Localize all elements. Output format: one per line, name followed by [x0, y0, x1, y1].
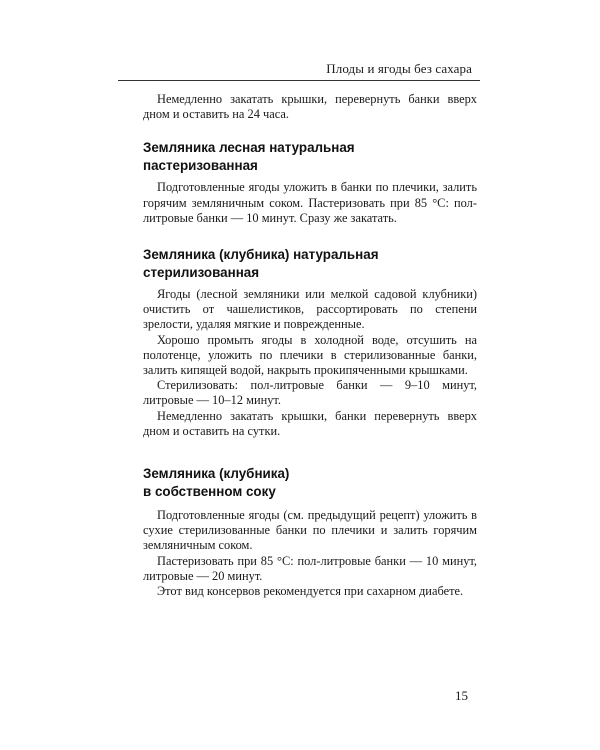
section-paragraph: Этот вид консервов рекомендуется при сахарном диабете.: [157, 584, 464, 599]
section-paragraph: Пастеризовать при 85 °С: пол-литровые банки — 10 минут, литровые — 20 минут.: [143, 553, 477, 583]
section-heading-line: в собственном соку: [143, 483, 276, 499]
section-paragraph: Хорошо промыть ягоды в холодной воде, отсушить на полотенце, уложить по плечики в стерилизованные банки, залить кипящей водой, накрыть прокипяченными крышками.: [143, 332, 477, 378]
section-heading-line: Земляника (клубника) натуральная: [143, 247, 379, 263]
intro-paragraph: Немедленно закатать крышки, перевернуть банки вверх дном и оставить на 24 часа.: [143, 92, 477, 122]
section-paragraph: Стерилизовать: пол-литровые банки — 9–10 минут, литровые — 10–12 минут.: [143, 378, 477, 408]
section-heading-line: стерилизованная: [143, 264, 260, 280]
section-paragraph: Подготовленные ягоды уложить в банки по плечики, залить горячим земляничным соком. Пастеризовать при 85 °С: пол-литровые банки — 10 минут. Сразу же закатать.: [143, 180, 477, 225]
page-content: [143, 92, 477, 599]
recipe-section-strawberry-sterilized: [143, 246, 477, 439]
section-heading: [143, 246, 477, 281]
section-paragraph: Немедленно закатать крышки, банки перевернуть вверх дном и оставить на сутки.: [143, 408, 477, 438]
page-number: 15: [455, 688, 468, 703]
section-paragraph: Подготовленные ягоды (см. предыдущий рецепт) уложить в сухие стерилизованные банки по плечики и залить горячим земляничным соком.: [143, 508, 477, 553]
running-head: Плоды и ягоды без сахара: [326, 61, 472, 76]
recipe-section-wild-strawberry-pasteurized: [143, 139, 477, 226]
header-rule: [118, 80, 480, 81]
section-heading-line: Земляника лесная натуральная: [143, 140, 355, 156]
recipe-section-strawberry-own-juice: [143, 465, 477, 599]
section-paragraph: Ягоды (лесной земляники или мелкой садовой клубники) очистить от чашелистиков, рассортировать по степени зрелости, удаляя мягкие и поврежденные.: [143, 287, 477, 332]
section-heading: [143, 139, 477, 174]
section-heading-line: пастеризованная: [143, 157, 258, 173]
section-heading-line: Земляника (клубника): [143, 466, 290, 482]
section-heading: [143, 465, 477, 500]
